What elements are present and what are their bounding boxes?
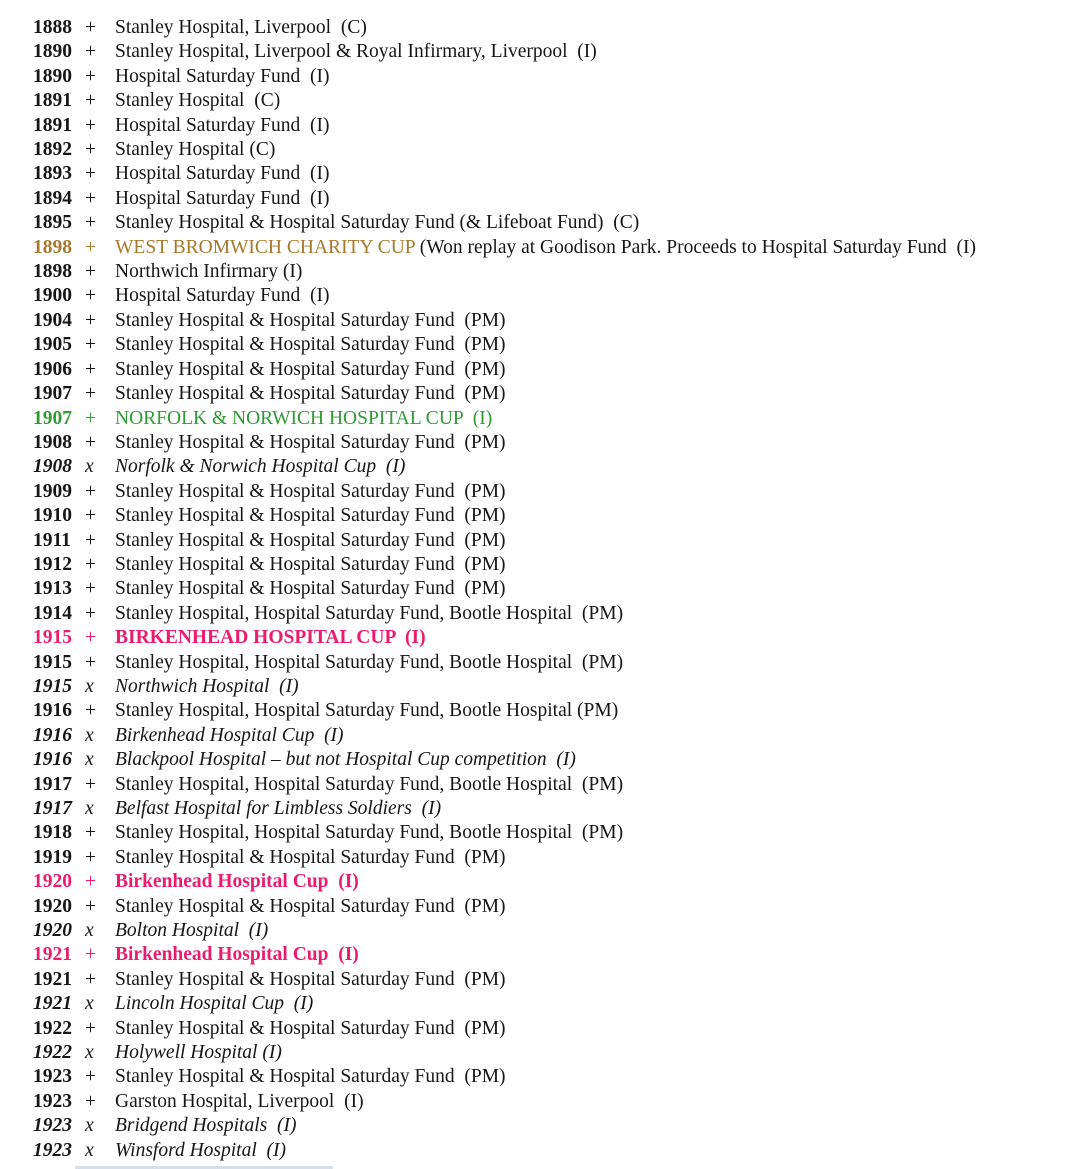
marker-symbol: x xyxy=(85,724,94,746)
list-item xyxy=(33,602,1090,626)
year-label: 1905 xyxy=(33,334,72,356)
entry-text: Stanley Hospital (C) xyxy=(115,139,276,161)
list-item xyxy=(33,724,1090,748)
entry-text: Stanley Hospital, Hospital Saturday Fund, Bootle Hospital (PM) xyxy=(115,822,624,844)
year-label: 1923 xyxy=(33,1066,72,1088)
list-item xyxy=(33,919,1090,943)
year-label: 1922 xyxy=(33,1042,72,1064)
year-label: 1916 xyxy=(33,700,72,722)
marker-symbol: + xyxy=(85,651,96,673)
marker-symbol: + xyxy=(85,602,96,624)
marker-symbol: + xyxy=(85,90,96,112)
year-label: 1919 xyxy=(33,846,72,868)
entry-text: Blackpool Hospital – but not Hospital Cup competition (I) xyxy=(115,749,576,771)
entry-text: Bridgend Hospitals (I) xyxy=(115,1115,297,1137)
marker-symbol: + xyxy=(85,431,96,453)
entry-text: Stanley Hospital & Hospital Saturday Fund (PM) xyxy=(115,383,506,405)
list-item xyxy=(33,895,1090,919)
year-label: 1891 xyxy=(33,114,72,136)
entry-text: Hospital Saturday Fund (I) xyxy=(115,65,330,87)
list-item xyxy=(33,40,1090,64)
list-item xyxy=(33,846,1090,870)
year-label: 1917 xyxy=(33,798,72,819)
year-label: 1894 xyxy=(33,187,72,209)
year-label: 1921 xyxy=(33,968,72,990)
marker-symbol: x xyxy=(85,456,94,478)
marker-symbol: + xyxy=(85,627,96,649)
list-item xyxy=(33,187,1090,211)
entry-text: Stanley Hospital, Hospital Saturday Fund, Bootle Hospital (PM) xyxy=(115,773,624,795)
list-item xyxy=(33,1139,1090,1163)
year-label: 1911 xyxy=(33,529,71,551)
entry-text: Stanley Hospital & Hospital Saturday Fund (PM) xyxy=(115,846,506,868)
year-label: 1900 xyxy=(33,285,72,307)
list-item xyxy=(33,797,1090,821)
entry-text: NORFOLK & NORWICH HOSPITAL CUP (I) xyxy=(115,407,493,429)
list-item xyxy=(33,773,1090,797)
year-label: 1898 xyxy=(33,236,72,258)
list-item xyxy=(33,138,1090,162)
year-label: 1923 xyxy=(33,1115,72,1137)
list-item xyxy=(33,455,1090,479)
entry-text: Stanley Hospital, Liverpool (C) xyxy=(115,17,367,38)
entry-text: Stanley Hospital & Hospital Saturday Fund (PM) xyxy=(115,1017,506,1039)
entry-text: Northwich Infirmary (I) xyxy=(115,261,303,283)
year-label: 1923 xyxy=(33,1139,72,1161)
entry-text: Lincoln Hospital Cup (I) xyxy=(115,993,314,1015)
entry-text: Hospital Saturday Fund (I) xyxy=(115,285,330,307)
year-label: 1921 xyxy=(33,944,72,966)
list-item xyxy=(33,821,1090,845)
entry-text: BIRKENHEAD HOSPITAL CUP (I) xyxy=(115,627,426,649)
marker-symbol: + xyxy=(85,407,96,429)
marker-symbol: + xyxy=(85,187,96,209)
entry-text: Stanley Hospital & Hospital Saturday Fund (& Lifeboat Fund) (C) xyxy=(115,212,640,234)
marker-symbol: + xyxy=(85,41,96,63)
marker-symbol: + xyxy=(85,212,96,234)
year-label: 1920 xyxy=(33,920,72,942)
list-item xyxy=(33,943,1090,967)
list-item xyxy=(33,65,1090,89)
entry-text: Northwich Hospital (I) xyxy=(115,675,299,697)
marker-symbol: x xyxy=(85,675,94,697)
list-item xyxy=(33,626,1090,650)
marker-symbol: + xyxy=(85,17,96,38)
list-item xyxy=(33,1041,1090,1065)
list-item xyxy=(33,284,1090,308)
entry-text: Bolton Hospital (I) xyxy=(115,920,269,942)
marker-symbol: + xyxy=(85,334,96,356)
marker-symbol: x xyxy=(85,993,94,1015)
marker-symbol: + xyxy=(85,822,96,844)
list-item xyxy=(33,1114,1090,1138)
list-item xyxy=(33,1017,1090,1041)
marker-symbol: + xyxy=(85,309,96,331)
marker-symbol: + xyxy=(85,163,96,185)
entry-text: Stanley Hospital & Hospital Saturday Fund (PM) xyxy=(115,480,506,502)
entry-text: Winsford Hospital (I) xyxy=(115,1139,286,1161)
entry-text: Stanley Hospital, Liverpool & Royal Infirmary, Liverpool (I) xyxy=(115,41,597,63)
year-label: 1909 xyxy=(33,480,72,502)
marker-symbol: + xyxy=(85,871,96,893)
list-item xyxy=(33,431,1090,455)
entry-text: Stanley Hospital & Hospital Saturday Fund (PM) xyxy=(115,529,506,551)
marker-symbol: + xyxy=(85,1017,96,1039)
list-item xyxy=(33,114,1090,138)
year-label: 1908 xyxy=(33,456,72,478)
marker-symbol: x xyxy=(85,920,94,942)
year-label: 1915 xyxy=(33,651,72,673)
year-label: 1916 xyxy=(33,749,72,771)
entry-text: Norfolk & Norwich Hospital Cup (I) xyxy=(115,456,406,478)
year-label: 1907 xyxy=(33,407,72,429)
entry-text: Belfast Hospital for Limbless Soldiers (I) xyxy=(115,798,442,819)
list-item xyxy=(33,211,1090,235)
list-item xyxy=(33,699,1090,723)
entry-text: Stanley Hospital, Hospital Saturday Fund, Bootle Hospital (PM) xyxy=(115,651,624,673)
year-label: 1890 xyxy=(33,65,72,87)
list-item xyxy=(33,382,1090,406)
entry-text: (Won replay at Goodison Park. Proceeds to Hospital Saturday Fund (I) xyxy=(419,236,977,258)
year-label: 1910 xyxy=(33,505,72,527)
year-label: 1895 xyxy=(33,212,72,234)
list-item xyxy=(33,504,1090,528)
entry-text: Hospital Saturday Fund (I) xyxy=(115,114,330,136)
marker-symbol: + xyxy=(85,236,96,258)
list-item xyxy=(33,992,1090,1016)
entry-text: Stanley Hospital & Hospital Saturday Fund (PM) xyxy=(115,968,506,990)
list-item xyxy=(33,968,1090,992)
list-item xyxy=(33,1090,1090,1114)
marker-symbol: + xyxy=(85,480,96,502)
marker-symbol: + xyxy=(85,846,96,868)
year-label: 1920 xyxy=(33,895,72,917)
year-label: 1915 xyxy=(33,675,72,697)
marker-symbol: x xyxy=(85,1115,94,1137)
year-label: 1912 xyxy=(33,553,72,575)
marker-symbol: x xyxy=(85,749,94,771)
list-item xyxy=(33,577,1090,601)
entry-text: Garston Hospital, Liverpool (I) xyxy=(115,1090,364,1112)
year-label: 1891 xyxy=(33,90,72,112)
list-item xyxy=(33,358,1090,382)
entry-text: Birkenhead Hospital Cup (I) xyxy=(115,724,344,746)
entry-text-wrap xyxy=(115,237,976,258)
marker-symbol: x xyxy=(85,1139,94,1161)
year-label: 1890 xyxy=(33,41,72,63)
year-label: 1908 xyxy=(33,431,72,453)
list-item xyxy=(33,260,1090,284)
year-label: 1906 xyxy=(33,358,72,380)
entry-text: Stanley Hospital & Hospital Saturday Fund (PM) xyxy=(115,553,506,575)
year-label: 1921 xyxy=(33,993,72,1015)
list-item xyxy=(33,89,1090,113)
year-label: 1914 xyxy=(33,602,72,624)
marker-symbol: + xyxy=(85,895,96,917)
marker-symbol: + xyxy=(85,261,96,283)
marker-symbol: + xyxy=(85,383,96,405)
entry-text: Hospital Saturday Fund (I) xyxy=(115,163,330,185)
list-item xyxy=(33,16,1090,40)
entry-text: Stanley Hospital & Hospital Saturday Fund (PM) xyxy=(115,309,506,331)
year-label: 1922 xyxy=(33,1017,72,1039)
year-label: 1904 xyxy=(33,309,72,331)
year-label: 1913 xyxy=(33,578,72,600)
entry-text: Stanley Hospital, Hospital Saturday Fund, Bootle Hospital (PM) xyxy=(115,700,619,722)
list-item xyxy=(33,748,1090,772)
entry-text: Stanley Hospital & Hospital Saturday Fund (PM) xyxy=(115,895,506,917)
marker-symbol: + xyxy=(85,1090,96,1112)
year-label: 1898 xyxy=(33,261,72,283)
list-item xyxy=(33,309,1090,333)
marker-symbol: + xyxy=(85,529,96,551)
marker-symbol: + xyxy=(85,968,96,990)
year-label: 1915 xyxy=(33,627,72,649)
entry-text: Stanley Hospital & Hospital Saturday Fund (PM) xyxy=(115,334,506,356)
list-item xyxy=(33,529,1090,553)
list-item xyxy=(33,480,1090,504)
entry-text: Stanley Hospital & Hospital Saturday Fund (PM) xyxy=(115,358,506,380)
list-item xyxy=(33,553,1090,577)
marker-symbol: + xyxy=(85,114,96,136)
year-label: 1893 xyxy=(33,163,72,185)
year-label: 1907 xyxy=(33,383,72,405)
marker-symbol: + xyxy=(85,944,96,966)
marker-symbol: + xyxy=(85,358,96,380)
entry-text: Birkenhead Hospital Cup (I) xyxy=(115,944,359,966)
marker-symbol: + xyxy=(85,65,96,87)
marker-symbol: + xyxy=(85,139,96,161)
marker-symbol: + xyxy=(85,773,96,795)
year-label: 1892 xyxy=(33,139,72,161)
year-label: 1918 xyxy=(33,822,72,844)
marker-symbol: + xyxy=(85,285,96,307)
list-item xyxy=(33,870,1090,894)
year-label: 1917 xyxy=(33,773,72,795)
marker-symbol: x xyxy=(85,798,94,819)
list-item xyxy=(33,236,1090,260)
year-label: 1888 xyxy=(33,17,72,38)
marker-symbol: + xyxy=(85,505,96,527)
list-item xyxy=(33,162,1090,186)
year-label: 1923 xyxy=(33,1090,72,1112)
entry-highlight: WEST BROMWICH CHARITY CUP xyxy=(115,236,420,258)
entry-text: Stanley Hospital & Hospital Saturday Fund (PM) xyxy=(115,578,506,600)
list-item xyxy=(33,675,1090,699)
entry-text: Stanley Hospital & Hospital Saturday Fund (PM) xyxy=(115,431,506,453)
entry-text: Stanley Hospital & Hospital Saturday Fund (PM) xyxy=(115,505,506,527)
entry-text: Hospital Saturday Fund (I) xyxy=(115,187,330,209)
entry-text: Stanley Hospital & Hospital Saturday Fund (PM) xyxy=(115,1066,506,1088)
year-label: 1916 xyxy=(33,724,72,746)
marker-symbol: + xyxy=(85,553,96,575)
entry-text: Stanley Hospital (C) xyxy=(115,90,281,112)
entry-text: Holywell Hospital (I) xyxy=(115,1042,282,1064)
marker-symbol: + xyxy=(85,700,96,722)
marker-symbol: x xyxy=(85,1042,94,1064)
list-item xyxy=(33,1065,1090,1089)
list-item xyxy=(33,333,1090,357)
list-item xyxy=(33,407,1090,431)
entry-text: Birkenhead Hospital Cup (I) xyxy=(115,871,359,893)
marker-symbol: + xyxy=(85,578,96,600)
year-label: 1920 xyxy=(33,871,72,893)
marker-symbol: + xyxy=(85,1066,96,1088)
entry-text: Stanley Hospital, Hospital Saturday Fund, Bootle Hospital (PM) xyxy=(115,602,624,624)
list-item xyxy=(33,651,1090,675)
